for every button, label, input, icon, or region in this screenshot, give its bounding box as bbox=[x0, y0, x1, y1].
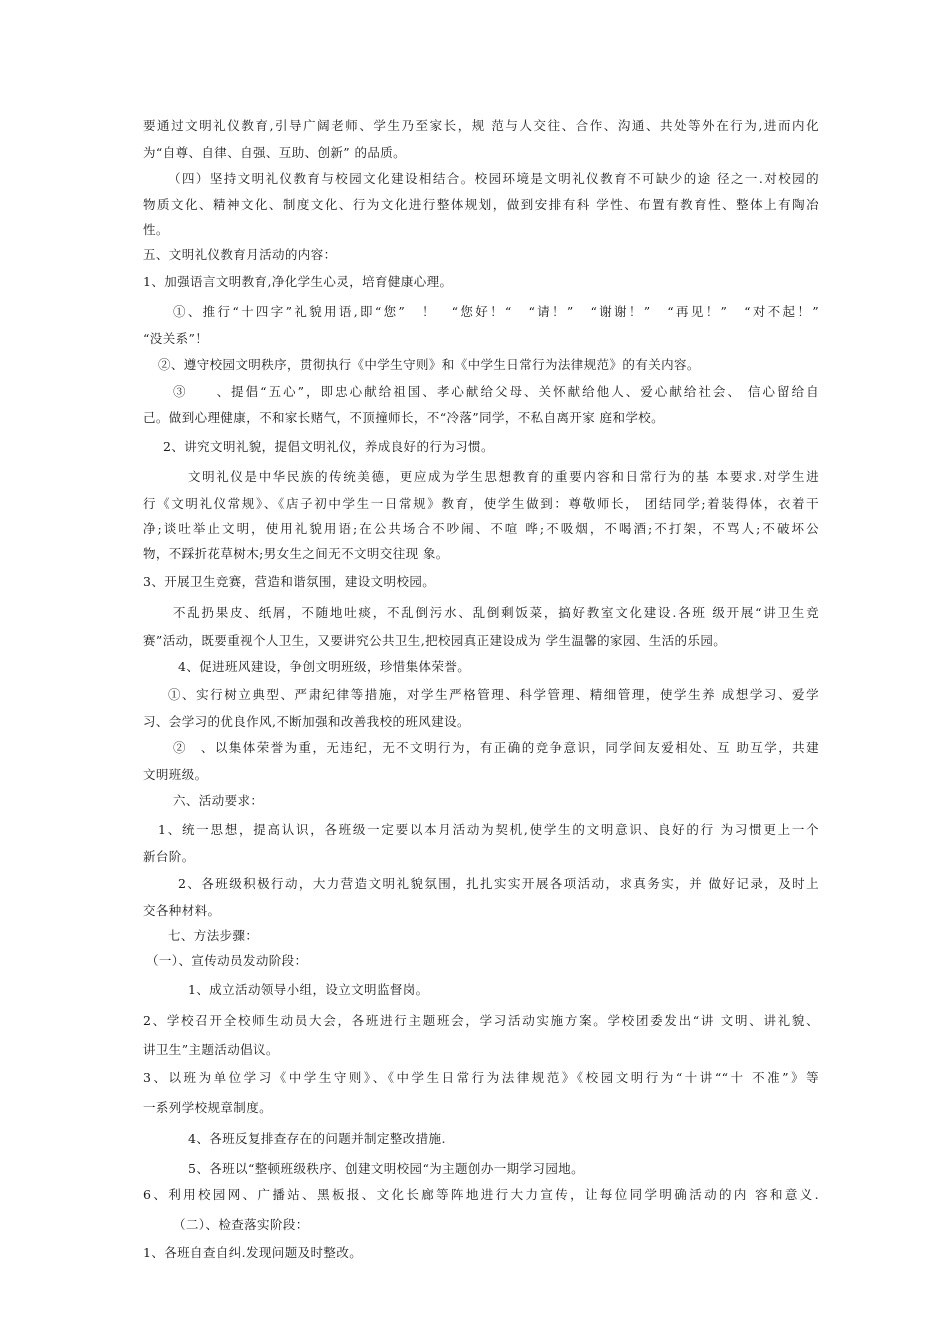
section-heading: 六、活动要求： bbox=[173, 793, 264, 808]
text-line: 要通过文明礼仪教育,引导广阔老师、学生乃至家长，规 范与人交往、合作、沟通、共处等外在行为,进而内化 bbox=[143, 118, 819, 133]
text-line: 净;谈吐举止文明，使用礼貌用语;在公共场合不吵闹、不喧 哗;不吸烟，不喝酒;不打架，不骂人;不破坏公 bbox=[143, 521, 819, 536]
section-heading: 七、方法步骤： bbox=[168, 928, 259, 943]
text-line: 1、各班自查自纠.发现问题及时整改。 bbox=[143, 1245, 363, 1260]
text-line: 文明班级。 bbox=[143, 767, 208, 782]
subsection-heading: （二）、检查落实阶段： bbox=[173, 1217, 309, 1232]
text-line: 习、会学习的优良作风,不断加强和改善我校的班风建设。 bbox=[143, 714, 470, 729]
text-line: ② 、以集体荣誉为重，无违纪，无不文明行为，有正确的竞争意识，同学间友爱相处、互 助互学，共建 bbox=[173, 740, 819, 755]
text-line: 新台阶。 bbox=[143, 849, 195, 864]
subsection-heading: 4、促进班风建设，争创文明班级，珍惜集体荣誉。 bbox=[178, 659, 471, 674]
subsection-heading: 2、讲究文明礼貌，提倡文明礼仪，养成良好的行为习惯。 bbox=[163, 439, 494, 454]
text-line: 文明礼仪是中华民族的传统美德，更应成为学生思想教育的重要内容和日常行为的基 本要求.对学生进 bbox=[188, 469, 819, 484]
text-line: ②、遵守校园文明秩序，贯彻执行《中学生守则》和《中学生日常行为法律规范》的有关内容。 bbox=[158, 357, 700, 372]
subsection-heading: （一）、宣传动员发动阶段： bbox=[146, 953, 308, 968]
text-line: 赛”活动，既要重视个人卫生，又要讲究公共卫生,把校园真正建设成为 学生温馨的家园、生活的乐园。 bbox=[143, 633, 727, 648]
text-line: 一系列学校规章制度。 bbox=[143, 1100, 273, 1115]
text-line: 1、成立活动领导小组，设立文明监督岗。 bbox=[188, 982, 429, 997]
text-line: 己。做到心理健康，不和家长赌气，不顶撞师长，不“冷落”同学，不私自离开家 庭和学校。 bbox=[143, 410, 665, 425]
section-heading: 五、文明礼仪教育月活动的内容： bbox=[143, 247, 337, 262]
text-line: （四）坚持文明礼仪教育与校园文化建设相结合。校园环境是文明礼仪教育不可缺少的途 径之一.对校园的 bbox=[168, 171, 819, 186]
text-line: 5、各班以“整顿班级秩序、创建文明校园“为主题创办一期学习园地。 bbox=[188, 1161, 585, 1176]
document-body bbox=[143, 113, 819, 1266]
text-line: ①、推行“十四字”礼貌用语,即“您” ！ “您好！“ “请！” “谢谢！” “再见！” “对不起！” bbox=[173, 304, 819, 319]
text-line: 性。 bbox=[143, 222, 169, 237]
text-line: 物质文化、精神文化、制度文化、行为文化进行整体规划，做到安排有科 学性、布置有教育性、整体上有陶冶 bbox=[143, 197, 819, 212]
text-line: 2、学校召开全校师生动员大会，各班进行主题班会，学习活动实施方案。学校团委发出“讲 文明、讲礼貌、 bbox=[143, 1013, 819, 1028]
text-line: 讲卫生”主题活动倡议。 bbox=[143, 1042, 279, 1057]
text-line: 为“自尊、自律、自强、互助、创新” 的品质。 bbox=[143, 145, 407, 160]
text-line: 4、各班反复排查存在的问题并制定整改措施. bbox=[188, 1131, 446, 1146]
text-line: ①、实行树立典型、严肃纪律等措施，对学生严格管理、科学管理、精细管理，使学生养 成想学习、爱学 bbox=[168, 687, 819, 702]
text-line: 交各种材料。 bbox=[143, 903, 221, 918]
text-line: ③ 、提倡“五心”，即忠心献给祖国、孝心献给父母、关怀献给他人、爱心献给社会、 信心留给自 bbox=[173, 384, 819, 399]
text-line: 6、利用校园网、广播站、黑板报、文化长廊等阵地进行大力宣传，让每位同学明确活动的内 容和意义. bbox=[143, 1187, 819, 1202]
text-line: 行《文明礼仪常规》、《店子初中学生一日常规》教育，使学生做到：尊敬师长， 团结同学;着装得体，衣着干 bbox=[143, 496, 819, 511]
text-line: 2、各班级积极行动，大力营造文明礼貌氛围，扎扎实实开展各项活动，求真务实，并 做好记录，及时上 bbox=[178, 876, 819, 891]
text-line: 3、以班为单位学习《中学生守则》、《中学生日常行为法律规范》《校园文明行为“十讲““十 不准”》等 bbox=[143, 1070, 819, 1085]
text-line: 物，不踩折花草树木;男女生之间无不文明交往现 象。 bbox=[143, 546, 449, 561]
text-line: 不乱扔果皮、纸屑，不随地吐痰，不乱倒污水、乱倒剩饭菜，搞好教室文化建设.各班 级开展“讲卫生竞 bbox=[173, 605, 819, 620]
text-line: “没关系”！ bbox=[143, 331, 209, 346]
subsection-heading: 3、开展卫生竞赛，营造和谐氛围，建设文明校园。 bbox=[143, 574, 436, 589]
subsection-heading: 1、加强语言文明教育,净化学生心灵，培育健康心理。 bbox=[143, 274, 453, 289]
text-line: 1、统一思想，提高认识，各班级一定要以本月活动为契机,使学生的文明意识、良好的行 为习惯更上一个 bbox=[158, 822, 819, 837]
